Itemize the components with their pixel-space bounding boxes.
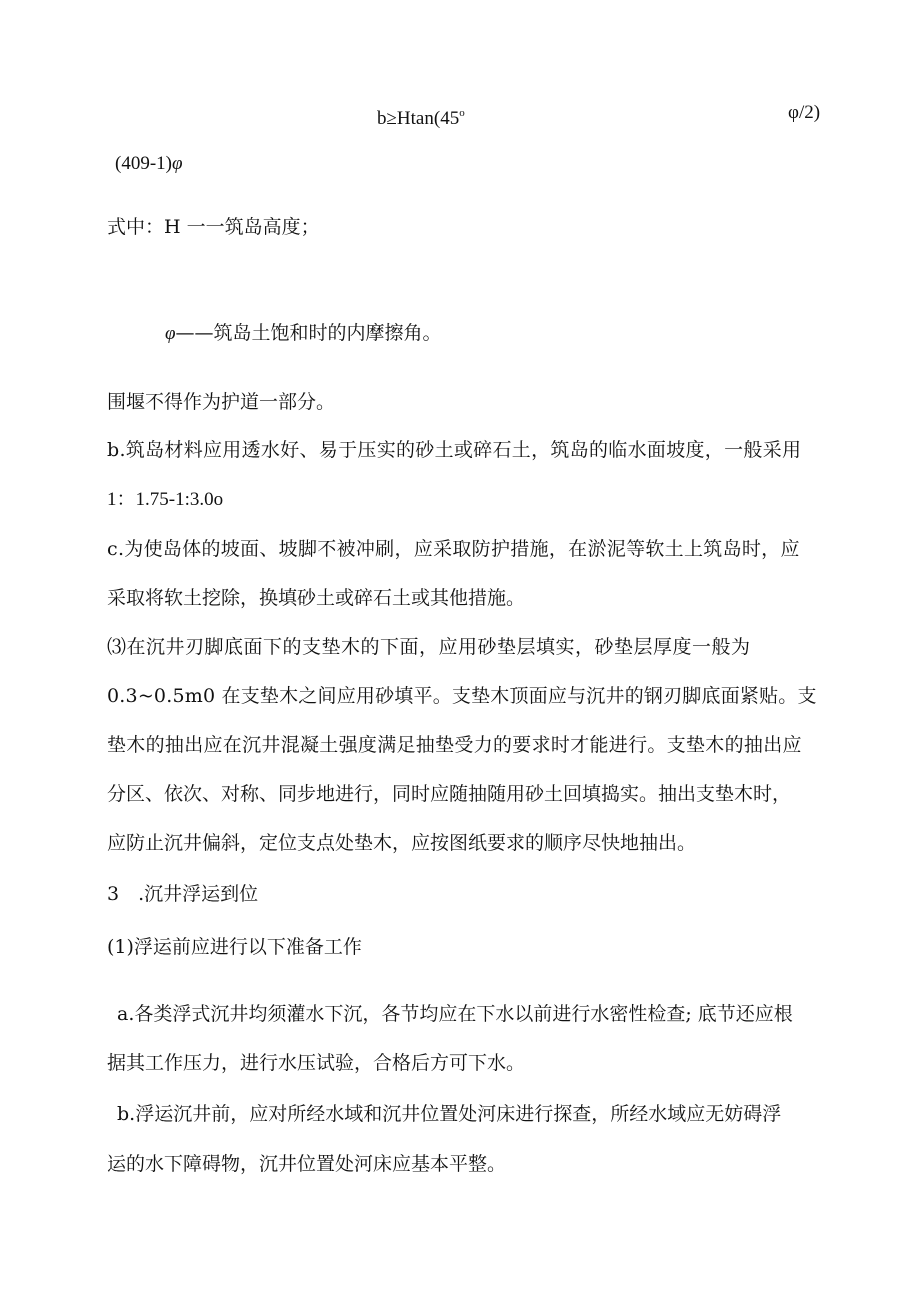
formula-left: $b\ge Htan(45^o$ [377,107,465,129]
paragraph-line: 采取将软土挖除，换填砂土或碎石土或其他措施。 [107,587,526,609]
degree-sign: o [459,107,465,119]
paragraph-line: 运的水下障碍物，沉井位置处河床应基本平整。 [107,1153,507,1175]
section-heading: 3 .沉井浮运到位 [107,883,259,905]
formula-number: (409-1)φ [115,153,183,174]
paragraph-line: ⑶在沉井刃脚底面下的支垫木的下面，应用砂垫层填实，砂垫层厚度一般为 [107,636,751,658]
paragraph-line: a.各类浮式沉井均须灌水下沉，各节均应在下水以前进行水密性检查; 底节还应根 [117,1003,793,1025]
paragraph-line: 1：1.75-1:3.0o [107,489,224,510]
paragraph-line: c.为使岛体的坡面、坡脚不被冲刷，应采取防护措施，在淤泥等软土上筑岛时，应 [107,538,800,560]
paragraph-line: 据其工作压力，进行水压试验，合格后方可下水。 [107,1052,526,1074]
paragraph-line: 垫木的抽出应在沉井混凝土强度满足抽垫受力的要求时才能进行。支垫木的抽出应 [107,734,802,756]
paragraph-line: b.浮运沉井前，应对所经水域和沉井位置处河床进行探查，所经水域应无妨碍浮 [117,1103,782,1125]
paragraph-line: 分区、依次、对称、同步地进行，同时应随抽随用砂土回填捣实。抽出支垫木时， [107,783,792,805]
definition-phi: φ——筑岛土饱和时的内摩擦角。 [165,322,442,344]
definition-h: 式中：H 一一筑岛高度； [107,216,320,238]
paragraph-line: 应防止沉井偏斜，定位支点处垫木，应按图纸要求的顺序尽快地抽出。 [107,832,697,854]
subsection-heading: (1)浮运前应进行以下准备工作 [107,936,362,958]
paragraph-line: b.筑岛材料应用透水好、易于压实的砂土或碎石土，筑岛的临水面坡度，一般采用 [107,439,802,461]
paragraph-line: 0.3~0.5m0 在支垫木之间应用砂填平。支垫木顶面应与沉井的钢刃脚底面紧贴。支 [107,685,817,707]
paragraph-line: 围堰不得作为护道一部分。 [107,391,336,413]
formula-right: φ/2) [788,102,821,123]
